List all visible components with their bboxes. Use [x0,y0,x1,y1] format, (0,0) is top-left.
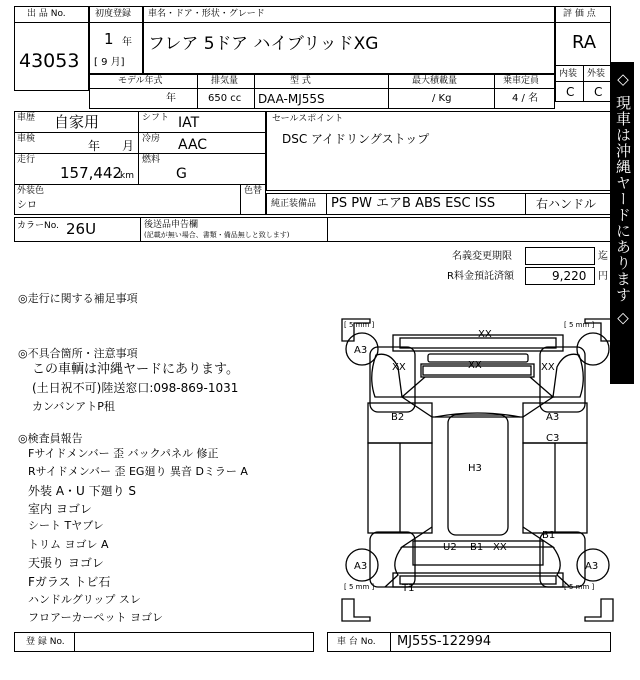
inspector-notes-title: ◎検査員報告 [18,432,83,445]
damage-mark: B1 [470,542,484,553]
driving-notes-title: ◎走行に関する補足事項 [18,292,138,305]
max-load: / Kg [432,93,452,104]
equipment-label: 純正装備品 [271,199,317,209]
chassis-number: MJ55S-122994 [397,634,492,649]
exterior-label: 外装 [587,69,606,79]
damage-mark: XX [392,362,406,373]
inspector-line: 天張り ヨゴレ [28,556,104,570]
lot-number-label: 出 品 No. [27,9,66,19]
equipment: PS PW エアB ABS ESC ISS [331,196,496,211]
aircon-label: 冷房 [142,134,161,144]
defect-line: (土日祝不可)陸送窓口:098-869-1031 [32,381,239,395]
history-label: 車歴 [17,113,36,123]
sales-point: DSC アイドリングストップ [282,132,430,146]
color-change-label: 色替 [244,186,263,196]
steering-side: 右ハンドル [536,197,597,211]
shift: IAT [178,115,200,131]
fuel-label: 燃料 [142,155,161,165]
first-registration-year: 1 [104,30,114,48]
recycle-unit: 円 [598,271,608,282]
max-load-label: 最大積載量 [412,76,458,86]
interior-label: 内装 [559,69,578,79]
color-number-label: カラーNo. [17,221,59,231]
damage-mark: XX [478,329,492,340]
inspector-line: フロアーカーペット ヨゴレ [28,611,163,624]
exterior-color-label: 外装色 [17,186,45,196]
damage-mark: A3 [546,412,560,423]
mileage: 157,442 [60,164,123,182]
first-registration-month: [ 9 月] [94,57,125,68]
tire-depth-rear-right: [ 5 mm ] [564,583,595,591]
chassis-number-label: 車 台 No. [337,637,376,647]
color-number-cell [14,217,611,242]
car-name-label: 車名・ドア・形状・グレード [148,9,265,19]
inspector-line: 外装 A・U 下廻り S [28,484,137,498]
displacement: 650 cc [208,93,242,104]
damage-mark: U2 [443,542,457,553]
defect-line: この車輌は沖縄ヤードにあります。 [32,362,239,377]
fuel: G [176,166,187,182]
model-year-label: モデル年式 [118,76,163,86]
defect-line: カンバンアトP租 [32,400,115,413]
damage-mark: T1 [402,583,415,594]
inspector-line: 室内 ヨゴレ [28,502,92,516]
damage-mark: B2 [391,412,405,423]
car-damage-diagram [340,317,615,624]
car-name: フレア 5ドア ハイブリッドXG [148,34,379,54]
tire-depth-front-left: [ 5 mm ] [344,321,375,329]
mileage-unit: km [120,171,134,181]
shaken-month: 月 [122,139,135,153]
aircon: AAC [178,137,208,153]
name-change-label: 名義変更期限 [452,251,512,262]
model-year-unit: 年 [166,93,176,104]
capacity-label: 乗車定員 [503,76,540,86]
inspector-line: Fサイドメンバー 歪 バックパネル 修正 [28,447,219,460]
color-number: 26U [66,220,97,238]
tire-depth-rear-left: [ 5 mm ] [344,583,375,591]
aftermarket-label: 後送品申告欄 [144,220,199,230]
damage-mark: B1 [542,530,556,541]
shaken-label: 車検 [17,134,36,144]
aftermarket-note: (記載が無い場合、書類・備品無しと致します) [144,231,290,239]
history: 自家用 [54,113,100,131]
damage-mark: A3 [354,345,368,356]
inspector-line: Fガラス トビ石 [28,575,111,589]
registration-number-label: 登 録 No. [26,637,65,647]
name-change-box [525,247,595,265]
recycle-label: R料金預託済額 [447,271,514,282]
shift-label: シフト [142,113,170,123]
evaluation-score: RA [572,32,597,53]
lot-number: 43053 [19,50,80,72]
recycle-amount: 9,220 [552,269,587,283]
inspector-line: トリム ヨゴレ A [28,538,109,551]
inspector-line: Rサイドメンバー 歪 EG廻り 異音 Dミラー A [28,465,248,478]
inspector-line: シート Tヤブレ [28,519,104,532]
damage-mark: XX [468,360,482,371]
evaluation-label: 評 価 点 [563,9,596,19]
damage-mark: H3 [468,463,482,474]
model-type: DAA-MJ55S [258,92,325,106]
sales-point-label: セールスポイント [272,114,344,124]
damage-mark: C3 [546,433,560,444]
details-grid [14,111,266,215]
okinawa-yard-text: ◇ 現車は沖縄ヤードにあります ◇ [614,70,632,328]
defect-notes-title: ◎不具合箇所・注意事項 [18,347,138,360]
damage-mark: A3 [354,561,368,572]
first-registration-label: 初度登録 [95,9,132,19]
displacement-label: 排気量 [211,76,239,86]
exterior-color: シロ [17,200,37,211]
damage-mark: A3 [585,561,599,572]
name-change-unit: 迄 [598,251,608,262]
type-label: 型 式 [290,76,311,86]
interior-score: C [566,85,575,99]
shaken-year: 年 [88,139,101,153]
damage-mark: XX [493,542,507,553]
mileage-label: 走行 [17,155,36,165]
exterior-score: C [594,85,603,99]
capacity: 4 / 名 [512,93,539,104]
inspector-line: ハンドルグリップ スレ [28,593,141,606]
damage-mark: XX [541,362,555,373]
tire-depth-front-right: [ 5 mm ] [564,321,595,329]
year-unit: 年 [122,37,132,48]
